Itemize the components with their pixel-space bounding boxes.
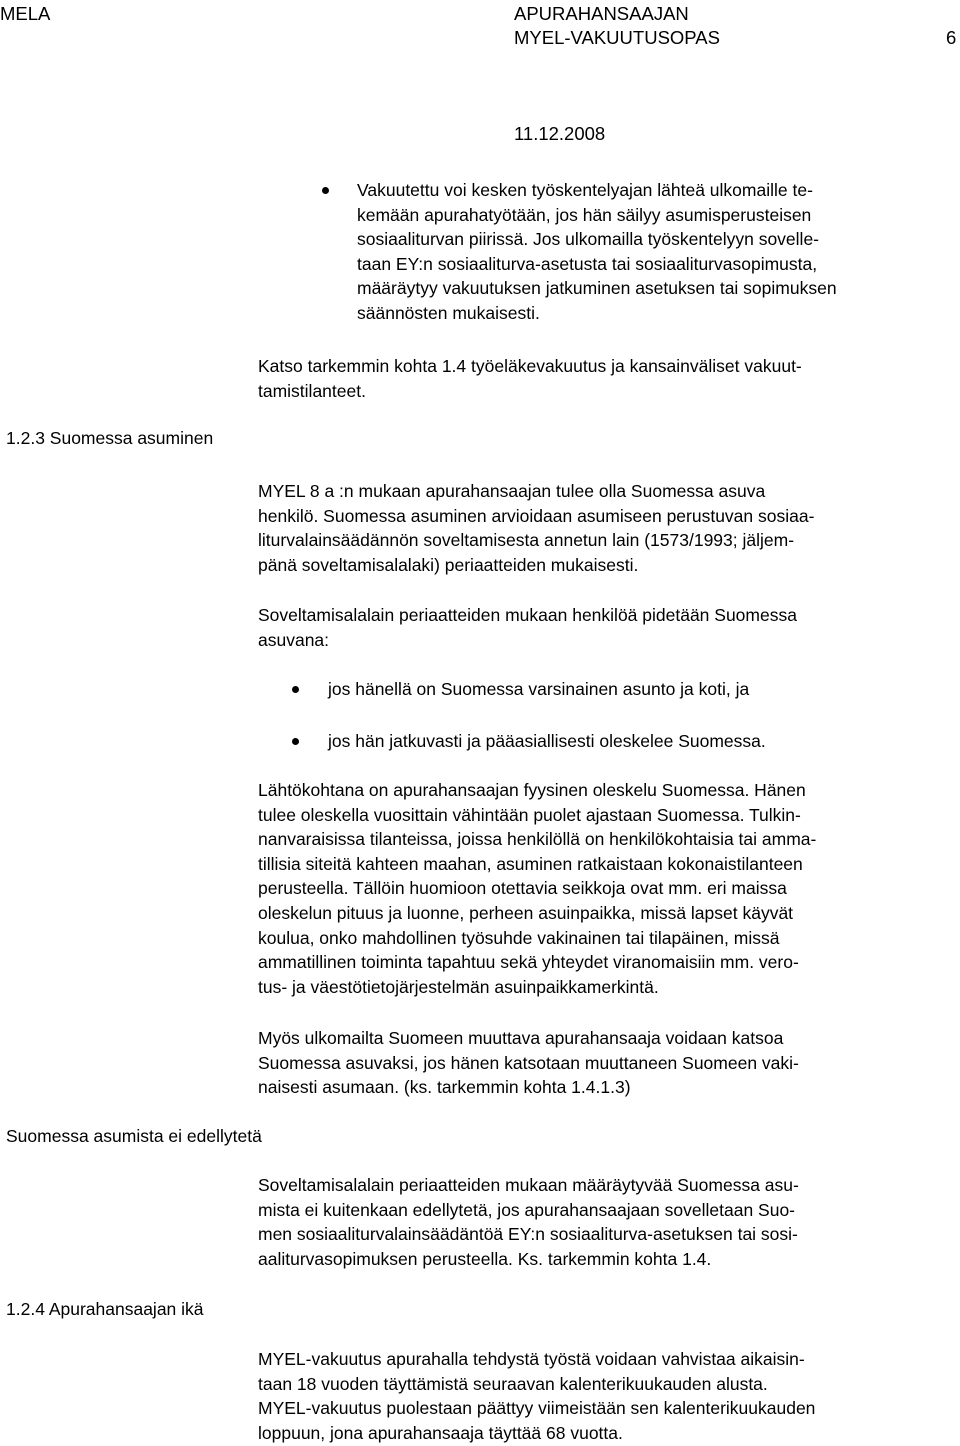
text-line: tamistilanteet. (258, 380, 366, 401)
text-line: liturvalainsäädännön soveltamisesta annetun lain (1573/1993; jäljem- (258, 530, 795, 551)
header-date: 11.12.2008 (514, 123, 606, 144)
paragraph-maaraytyva (258, 1173, 799, 1271)
paragraph-soveltamisala (258, 603, 797, 652)
text-line: tillisia siteitä kahteen maahan, asuminen ratkaistaan kokonaistilanteen (258, 853, 803, 874)
text-line: men sosiaaliturvalainsäädäntöä EY:n sosiaaliturva-asetuksen tai sosi- (258, 1224, 798, 1245)
text-line: määräytyy vakuutuksen jatkuminen asetuksen tai sopimuksen (357, 278, 837, 299)
text-line: MYEL-vakuutus puolestaan päättyy viimeistään sen kalenterikuukauden (258, 1398, 816, 1419)
header-title-line2: MYEL-VAKUUTUSOPAS (514, 27, 720, 48)
paragraph-abroad (357, 178, 837, 326)
header-org: MELA (0, 3, 51, 24)
text-line: oleskelun pituus ja luonne, perheen asuinpaikka, missä lapset käyvät (258, 902, 794, 923)
bullet-icon (292, 738, 299, 745)
paragraph-katso (258, 354, 802, 403)
text-line: MYEL 8 a :n mukaan apurahansaajan tulee olla Suomessa asuva (258, 481, 766, 501)
paragraph-myos (258, 1026, 799, 1100)
text-line: sosiaaliturvan piirissä. Jos ulkomailla työskentelyyn sovelle- (357, 229, 819, 250)
text-line: Katso tarkemmin kohta 1.4 työeläkevakuutus ja kansainväliset vakuut- (258, 356, 802, 376)
header-title (514, 2, 720, 50)
text-line: aaliturvasopimuksen perusteella. Ks. tarkemmin kohta 1.4. (258, 1248, 712, 1269)
text-line: pänä soveltamisalalaki) periaatteiden mukaisesti. (258, 554, 639, 575)
text-line: taan EY:n sosiaaliturva-asetusta tai sosiaaliturvasopimusta, (357, 253, 818, 274)
side-note-not-required: Suomessa asumista ei edellytetä (6, 1126, 262, 1146)
text-line: tulee oleskella vuosittain vähintään puolet ajastaan Suomessa. Tulkin- (258, 804, 801, 825)
text-line: henkilö. Suomessa asuminen arvioidaan asumiseen perustuvan sosiaa- (258, 505, 815, 526)
text-line: nanvaraisissa tilanteissa, joissa henkilöllä on henkilökohtaisia tai amma- (258, 829, 817, 850)
text-line: tus- ja väestötietojärjestelmän asuinpaikkamerkintä. (258, 976, 659, 997)
page-number: 6 (946, 27, 957, 48)
text-line: Soveltamisalalain periaatteiden mukaan henkilöä pidetään Suomessa (258, 605, 797, 625)
text-line: Myös ulkomailta Suomeen muuttava apurahansaaja voidaan katsoa (258, 1028, 784, 1048)
text-line: loppuun, jona apurahansaaja täyttää 68 vuotta. (258, 1422, 623, 1443)
text-line: säännösten mukaisesti. (357, 302, 540, 323)
text-line: mista ei kuitenkaan edellytetä, jos apurahansaajaan sovelletaan Suo- (258, 1199, 796, 1220)
criteria-item: jos hän jatkuvasti ja pääasiallisesti oleskelee Suomessa. (328, 731, 766, 751)
bullet-icon (292, 686, 299, 693)
text-line: naisesti asumaan. (ks. tarkemmin kohta 1.4.1.3) (258, 1077, 631, 1098)
text-line: asuvana: (258, 629, 330, 650)
paragraph-lahtokohta (258, 778, 816, 999)
section-heading-1-2-3: 1.2.3 Suomessa asuminen (6, 428, 214, 448)
criteria-item: jos hänellä on Suomessa varsinainen asunto ja koti, ja (328, 679, 750, 699)
text-line: Vakuutettu voi kesken työskentelyajan lähteä ulkomaille te- (357, 180, 813, 200)
text-line: perusteella. Tällöin huomioon otettavia seikkoja ovat mm. eri maissa (258, 878, 787, 899)
paragraph-myel-8a (258, 479, 814, 577)
paragraph-ika (258, 1347, 815, 1445)
text-line: ammatillinen toiminta tapahtuu sekä yhteydet viranomaisiin mm. vero- (258, 952, 799, 973)
text-line: taan 18 vuoden täyttämistä seuraavan kalenterikuukauden alusta. (258, 1373, 768, 1394)
text-line: koulua, onko mahdollinen työsuhde vakinainen tai tilapäinen, missä (258, 927, 780, 948)
text-line: Lähtökohtana on apurahansaajan fyysinen oleskelu Suomessa. Hänen (258, 780, 806, 800)
header-title-line1: APURAHANSAAJAN (514, 3, 689, 24)
text-line: Soveltamisalalain periaatteiden mukaan määräytyvää Suomessa asu- (258, 1175, 799, 1195)
text-line: kemään apurahatyötään, jos hän säilyy asumisperusteisen (357, 204, 812, 225)
section-heading-1-2-4: 1.2.4 Apurahansaajan ikä (6, 1299, 204, 1319)
text-line: Suomessa asuvaksi, jos hänen katsotaan muuttaneen Suomeen vaki- (258, 1052, 799, 1073)
text-line: MYEL-vakuutus apurahalla tehdystä työstä voidaan vahvistaa aikaisin- (258, 1349, 805, 1369)
bullet-icon (322, 187, 329, 194)
